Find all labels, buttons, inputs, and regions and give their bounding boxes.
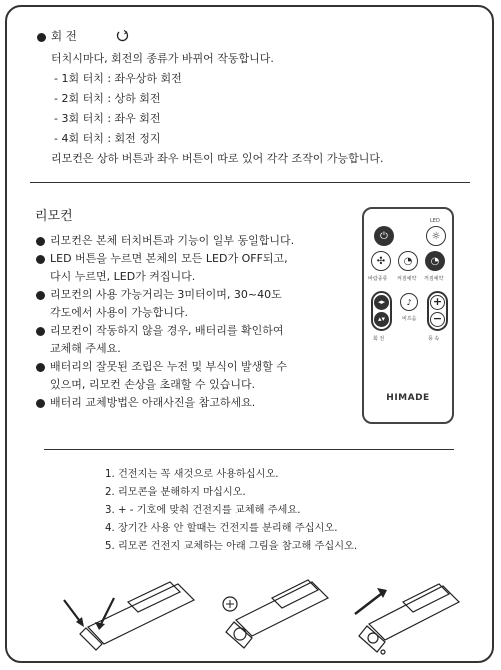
remote-control-illustration bbox=[362, 207, 454, 424]
breeze-button-icon: ♪ bbox=[400, 293, 418, 311]
section-divider bbox=[44, 449, 454, 450]
remote-bullet-text: 리모컨은 본체 터치버튼과 기능이 일부 동일합니다. bbox=[50, 234, 295, 247]
bullet-dot bbox=[36, 237, 45, 246]
rotation-label: 회 전 bbox=[373, 336, 385, 342]
wind-mode-label: 바람종류 bbox=[368, 276, 388, 282]
bullet-dot bbox=[36, 291, 45, 300]
rotation-description: 터치시마다, 회전의 종류가 바뀌어 작동합니다. bbox=[51, 52, 274, 65]
rotation-item: - 3회 터치 : 좌우 회전 bbox=[54, 112, 161, 125]
remote-bullet-text: 배터리의 잘못된 조립은 누전 및 부식이 발생할 수 bbox=[50, 360, 287, 373]
remote-bullet-text: LED 버튼을 누르면 본체의 모든 LED가 OFF되고, bbox=[50, 252, 288, 265]
battery-step: 4. 장기간 사용 안 할때는 건전지를 분리해 주십시오. bbox=[105, 523, 338, 534]
battery-step-illustration-3 bbox=[345, 572, 465, 657]
battery-step: 3. + - 기호에 맞춰 건전지를 교체해 주세요. bbox=[105, 505, 301, 516]
bullet-dot bbox=[36, 327, 45, 336]
rotation-item: - 2회 터치 : 상하 회전 bbox=[54, 92, 161, 105]
remote-bullet-text: 다시 누르면, LED가 켜집니다. bbox=[50, 270, 196, 283]
bullet-dot bbox=[36, 399, 45, 408]
speed-pill-icon: + − bbox=[427, 291, 448, 331]
rotation-title: 회 전 bbox=[51, 29, 77, 43]
off-timer-button-icon: ◔ bbox=[425, 251, 445, 271]
battery-step-illustration-2 bbox=[214, 572, 334, 652]
remote-section-title: 리모컨 bbox=[35, 209, 73, 224]
remote-bullet-text: 각도에서 사용이 가능합니다. bbox=[50, 306, 189, 319]
battery-step: 1. 건전지는 꼭 새것으로 사용하십시오. bbox=[105, 469, 279, 480]
battery-step-illustration-1 bbox=[58, 572, 198, 652]
bullet-dot bbox=[36, 363, 45, 372]
led-label: LED bbox=[430, 218, 440, 224]
speed-label: 풍 속 bbox=[428, 336, 440, 342]
off-timer-label: 꺼짐예약 bbox=[424, 276, 444, 282]
led-button-icon: ☼ bbox=[426, 226, 446, 246]
rotation-pill-icon: ◂▸ ▴▾ bbox=[371, 291, 392, 331]
on-timer-label: 켜짐예약 bbox=[397, 276, 417, 282]
section-divider bbox=[30, 182, 470, 183]
rotation-item: - 4회 터치 : 회전 정지 bbox=[54, 132, 161, 145]
remote-bullet-text: 있으며, 리모컨 손상을 초래할 수 있습니다. bbox=[50, 378, 256, 391]
wind-mode-button-icon: ✣ bbox=[371, 251, 391, 271]
rotation-note: 리모컨은 상하 버튼과 좌우 버튼이 따로 있어 각각 조작이 가능합니다. bbox=[51, 152, 384, 165]
bullet-dot bbox=[37, 33, 46, 42]
on-timer-button-icon: ◔ bbox=[398, 251, 418, 271]
rotation-item: - 1회 터치 : 좌우상하 회전 bbox=[54, 72, 182, 85]
rotate-icon bbox=[116, 29, 129, 42]
remote-bullet-text: 배터리 교체방법은 아래사진을 참고하세요. bbox=[50, 396, 256, 409]
remote-bullet-text: 교체해 주세요. bbox=[50, 342, 121, 355]
power-button-icon: ⏻ bbox=[374, 226, 394, 246]
remote-bullet-text: 리모컨이 작동하지 않을 경우, 배터리를 확인하여 bbox=[50, 324, 284, 337]
remote-bullet-text: 리모컨의 사용 가능거리는 3미터이며, 30~40도 bbox=[50, 288, 282, 301]
battery-step: 5. 리모콘 건전지 교체하는 아래 그림을 참고해 주십시오. bbox=[105, 541, 358, 552]
brand-logo: HIMADE bbox=[386, 393, 430, 403]
breeze-label: 비프음 bbox=[402, 316, 417, 322]
bullet-dot bbox=[36, 255, 45, 264]
battery-step: 2. 리모콘을 분해하지 마십시오. bbox=[105, 487, 246, 498]
